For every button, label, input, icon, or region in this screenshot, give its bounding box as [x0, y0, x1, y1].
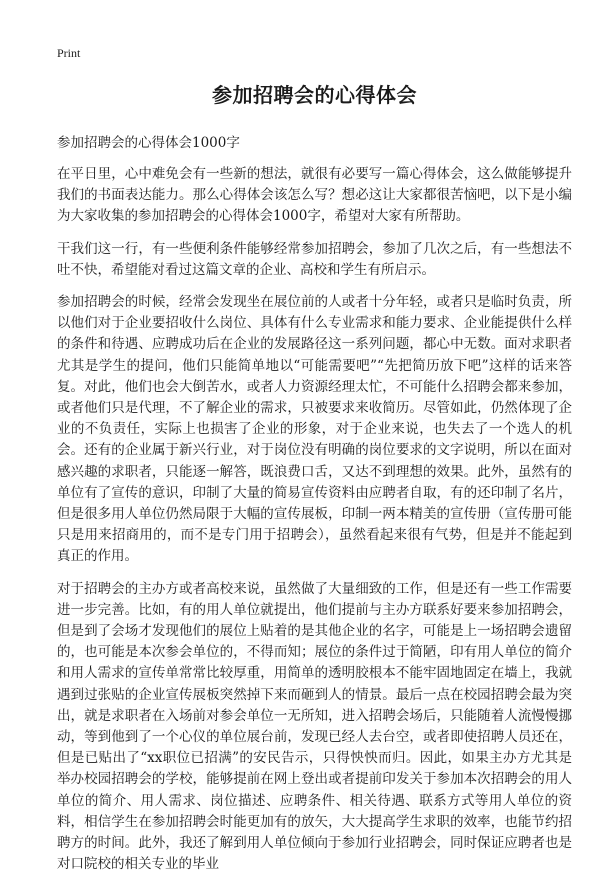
- paragraph-purpose: 干我们这一行，有一些便利条件能够经常参加招聘会，参加了几次之后，有一些想法不吐不快，希望能对看过这篇文章的企业、高校和学生有所启示。: [57, 240, 572, 278]
- article-subtitle: 参加招聘会的心得体会1000字: [57, 135, 240, 151]
- paragraph-intro: 在平日里，心中难免会有一些新的想法，就很有必要写一篇心得体会，这么做能够提升我们的书面表达能力。那么心得体会该怎么写？想必这让大家都很苦恼吧，以下是小编为大家收集的参加招聘会的心得体会1000字，希望对大家有所帮助。: [57, 166, 572, 225]
- paragraph-organizers: 对于招聘会的主办方或者高校来说，虽然做了大量细致的工作，但是还有一些工作需要进一步完善。比如，有的用人单位就提出，他们提前与主办方联系好要来参加招聘会，但是到了会场才发现他们的展位上贴着的是其他企业的名字，可能是上一场招聘会遗留的，也可能是本次参会单位的，不得而知；展位的条件过于简陋，印有用人单位的简介和用人需求的宣传单常常比较厚重，用简单的透明胶根本不能牢固地固定在墙上，我就遇到过张贴的企业宣传展板突然掉下来而砸到人的情景。最后一点在校园招聘会最为突出，就是求职者在入场前对参会单位一无所知，进入招聘会场后，只能随着人流慢慢挪动，等到他到了一个心仪的单位展台前，发现已经人去台空，或者即使招聘人员还在，但是已贴出了“xx职位已招满”的安民告示，只得怏怏而归。因此，如果主办方尤其是举办校园招聘会的学校，能够提前在网上登出或者提前印发关于参加本次招聘会的用人单位的简介、用人需求、岗位描述、应聘条件、相关待遇、联系方式等用人单位的资料，相信学生在参加招聘会时能更加有的放矢，大大提高学生求职的效率，也能节约招聘方的时间。此外，我还了解到用人单位倾向于参加行业招聘会，同时保证应聘者也是对口院校的相关专业的毕业: [57, 580, 572, 873]
- paragraph-employers: 参加招聘会的时候，经常会发现坐在展位前的人或者十分年轻，或者只是临时负责，所以他们对于企业要招收什么岗位、具体有什么专业需求和能力要求、企业能提供什么样的条件和待遇、应聘成功后在企业的发展路径这一系列问题，都心中无数。面对求职者尤其是学生的提问，他们只能简单地以“可能需要吧”“先把简历放下吧”这样的话来答复。对此，他们也会大倒苦水，或者人力资源经理太忙，不可能什么招聘会都来参加，或者他们只是代理，不了解企业的需求，只被要求来收简历。尽管如此，仍然体现了企业的不负责任，实际上也损害了企业的形象，对于企业来说，也失去了一个选人的机会。还有的企业属于新兴行业，对于岗位没有明确的岗位要求的文字说明，所以在面对感兴趣的求职者，只能逐一解答，既浪费口舌，又达不到理想的效果。此外，虽然有的单位有了宣传的意识，印制了大量的简易宣传资料由应聘者自取，有的还印制了名片，但是很多用人单位仍然局限于大幅的宣传展板，印制一两本精美的宣传册（宣传册可能只是用来招商用的，而不是专门用于招聘会），虽然看起来很有气势，但是并不能起到真正的作用。: [57, 294, 572, 565]
- page-title: 参加招聘会的心得体会: [212, 83, 417, 107]
- print-link[interactable]: Print: [57, 46, 81, 60]
